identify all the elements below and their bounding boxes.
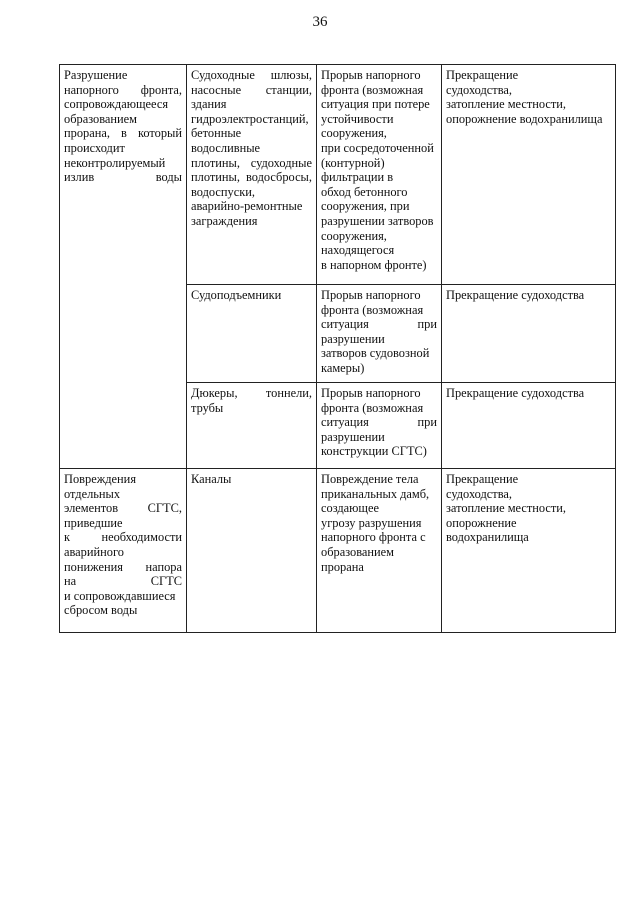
cell-line: прорана, в который	[64, 126, 182, 141]
cell-line: разрушении	[321, 331, 385, 346]
cell-line: угрозу разрушения	[321, 515, 422, 530]
cell-lines	[191, 386, 312, 415]
cell-line: конструкции СГТС)	[321, 444, 427, 459]
cell-lines	[446, 68, 611, 126]
cell-line: Дюкеры, тоннели,	[191, 386, 312, 400]
cell-line: плотины, водосбросы,	[191, 170, 312, 185]
cell-line: Судоподъемники	[191, 288, 282, 302]
cell-line: водосливные	[191, 140, 261, 155]
cell-line: здания	[191, 97, 227, 112]
table-row	[60, 469, 616, 633]
cell-line: плотины, судоходные	[191, 155, 312, 170]
cell-line: водоспуски,	[191, 184, 255, 199]
table-row	[60, 65, 616, 285]
cell-lines	[64, 472, 182, 618]
cell-line: Прекращение	[446, 68, 519, 82]
cell-line: Прекращение	[446, 472, 519, 486]
cell-line: сооружения, при	[321, 199, 410, 214]
cell-line: приканальных дамб,	[321, 486, 430, 501]
cell-line: сопровождающееся	[64, 97, 169, 112]
cell-line: трубы	[191, 400, 224, 415]
table-cell-consequence	[442, 383, 616, 469]
cell-line: опорожнение	[446, 515, 517, 530]
cell-line: аварийно-ремонтные	[191, 199, 303, 214]
cell-line: сооружения,	[321, 228, 387, 243]
cell-line: создающее	[321, 501, 379, 516]
cell-line: сооружения,	[321, 126, 387, 141]
cell-line: судоходства,	[446, 82, 513, 97]
cell-line: напорного фронта с	[321, 530, 426, 545]
cell-line: заграждения	[191, 213, 258, 228]
table-cell-scenario	[317, 65, 442, 285]
cell-line: гидроэлектростанций,	[191, 111, 309, 126]
cell-line: происходит	[64, 140, 125, 155]
cell-lines	[446, 288, 611, 303]
table-cell-scenario	[317, 285, 442, 383]
table-cell-event	[60, 469, 187, 633]
cell-line: в напорном фронте)	[321, 257, 427, 272]
cell-line: к необходимости	[64, 530, 182, 545]
cell-line: затопление местности,	[446, 97, 567, 112]
cell-line: фронта (возможная	[321, 302, 424, 317]
cell-line: отдельных	[64, 486, 121, 501]
table-cell-object	[187, 65, 317, 285]
cell-line: ситуация при	[321, 415, 437, 430]
table-cell-consequence	[442, 65, 616, 285]
cell-line: фронта (возможная	[321, 82, 424, 97]
table-cell-object	[187, 285, 317, 383]
cell-line: приведшие	[64, 515, 123, 530]
cell-lines	[321, 386, 437, 459]
table-cell-consequence	[442, 285, 616, 383]
cell-line: образованием	[64, 111, 138, 126]
cell-line: прорана	[321, 559, 364, 574]
cell-lines	[191, 68, 312, 229]
cell-line: камеры)	[321, 360, 365, 375]
cell-line: водохранилища	[446, 530, 529, 545]
hazard-table	[59, 64, 616, 633]
cell-line: устойчивости	[321, 111, 394, 126]
cell-line: аварийного	[64, 544, 124, 559]
cell-lines	[321, 288, 437, 376]
cell-line: Судоходные шлюзы,	[191, 68, 312, 82]
table-cell-consequence	[442, 469, 616, 633]
table-cell-object	[187, 383, 317, 469]
cell-line: Прорыв напорного	[321, 68, 421, 82]
cell-line: фильтрации в	[321, 170, 394, 185]
cell-line: излив воды	[64, 170, 182, 185]
cell-lines	[321, 68, 437, 272]
cell-line: при сосредоточенной	[321, 140, 434, 155]
cell-line: затопление местности,	[446, 501, 567, 516]
cell-line: обход бетонного	[321, 184, 408, 199]
cell-line: Прекращение судоходства	[446, 386, 585, 400]
cell-lines	[191, 288, 312, 303]
cell-lines	[446, 472, 611, 545]
table-cell-scenario	[317, 469, 442, 633]
cell-lines	[321, 472, 437, 574]
cell-line: неконтролируемый	[64, 155, 166, 170]
cell-lines	[446, 386, 611, 401]
table-cell-scenario	[317, 383, 442, 469]
cell-line: сбросом воды	[64, 603, 138, 618]
cell-line: образованием	[321, 544, 395, 559]
table-cell-object	[187, 469, 317, 633]
cell-line: Повреждение тела	[321, 472, 419, 486]
cell-line: понижения напора	[64, 559, 182, 574]
cell-line: Прорыв напорного	[321, 386, 421, 400]
cell-line: и сопровождавшиеся	[64, 588, 176, 603]
cell-line: опорожнение водохранилища	[446, 111, 603, 126]
cell-lines	[191, 472, 312, 487]
cell-line: (контурной)	[321, 155, 385, 170]
cell-lines	[64, 68, 182, 185]
cell-line: разрушении	[321, 429, 385, 444]
cell-line: элементов СГТС,	[64, 501, 182, 516]
cell-line: судоходства,	[446, 486, 513, 501]
cell-line: разрушении затворов	[321, 213, 434, 228]
page-number: 36	[312, 14, 328, 30]
cell-line: Каналы	[191, 472, 232, 486]
cell-line: затворов судовозной	[321, 346, 430, 361]
cell-line: ситуация при	[321, 317, 437, 332]
table-cell-event	[60, 65, 187, 469]
cell-line: на СГТС	[64, 574, 182, 589]
cell-line: ситуация при потере	[321, 97, 430, 112]
cell-line: насосные станции,	[191, 82, 312, 97]
cell-line: фронта (возможная	[321, 400, 424, 415]
cell-line: находящегося	[321, 243, 395, 258]
cell-line: Разрушение	[64, 68, 128, 82]
cell-line: напорного фронта,	[64, 82, 182, 97]
cell-line: Повреждения	[64, 472, 137, 486]
cell-line: бетонные	[191, 126, 242, 141]
cell-line: Прорыв напорного	[321, 288, 421, 302]
cell-line: Прекращение судоходства	[446, 288, 585, 302]
